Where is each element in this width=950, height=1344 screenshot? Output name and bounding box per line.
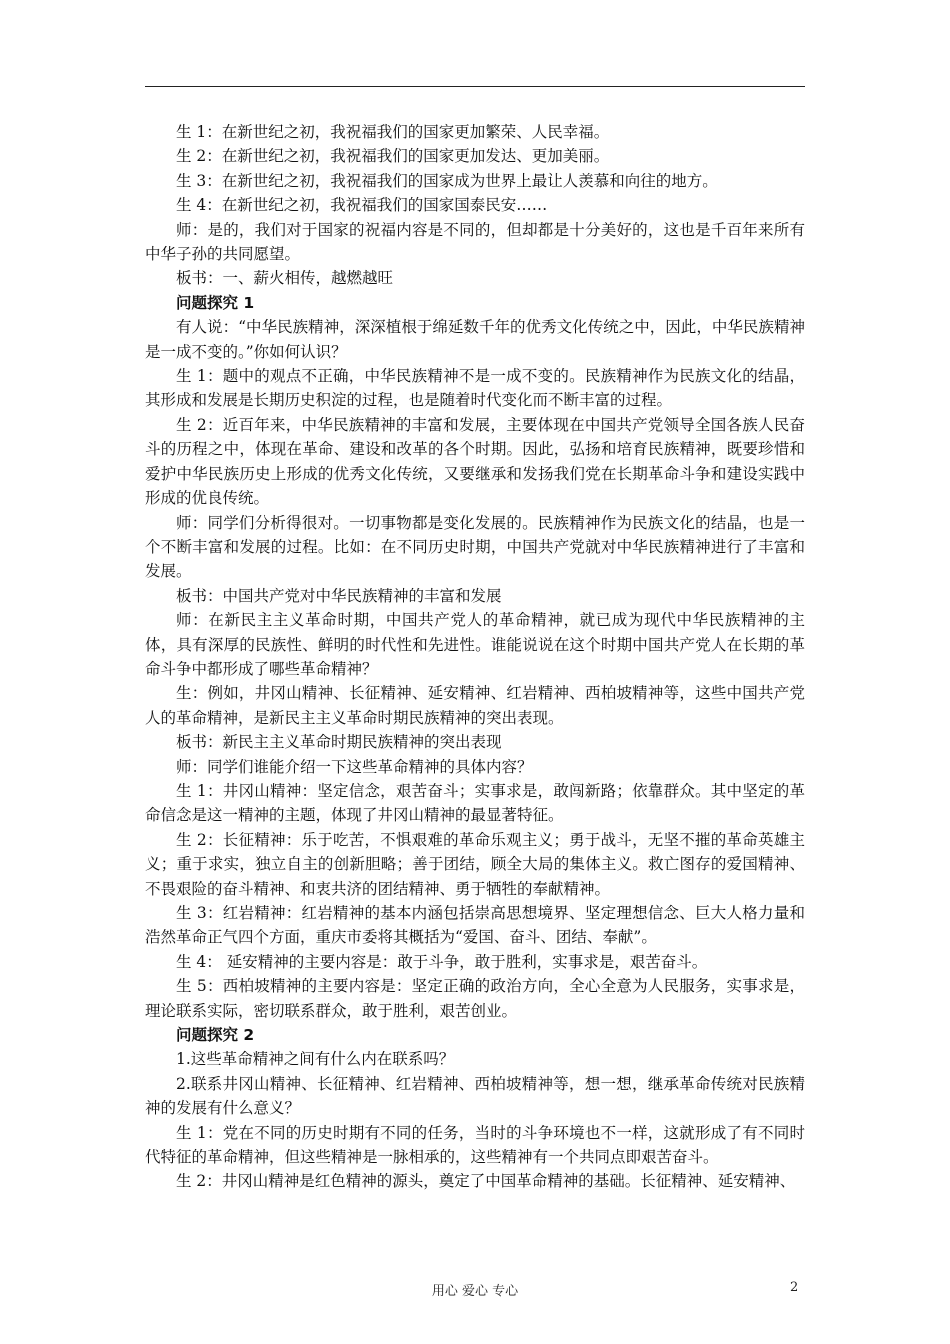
paragraph: 师：在新民主主义革命时期，中国共产党人的革命精神，就已成为现代中华民族精神的主体，具有深厚的民族性、鲜明的时代性和先进性。谁能说说在这个时期中国共产党人在长期的革命斗争中都形成了哪些革命精神？: [145, 611, 805, 678]
paragraph: 生 2：近百年来，中华民族精神的丰富和发展，主要体现在中国共产党领导全国各族人民奋斗的历程之中，体现在革命、建设和改革的各个时期。因此，弘扬和培育民族精神，既要珍惜和爱护中华民族历史上形成的优秀文化传统，又要继承和发扬我们党在长期革命斗争和建设实践中形成的优良传统。: [145, 415, 805, 508]
paragraph: 板书：一、薪火相传，越燃越旺: [176, 269, 394, 288]
paragraph: 有人说：“中华民族精神，深深植根于绵延数千年的优秀文化传统之中，因此，中华民族精神是一成不变的。”你如何认识？: [145, 318, 805, 361]
paragraph: 生 1：题中的观点不正确，中华民族精神不是一成不变的。民族精神作为民族文化的结晶，其形成和发展是长期历史积淀的过程，也是随着时代变化而不断丰富的过程。: [145, 367, 805, 410]
paragraph: 师：同学们谁能介绍一下这些革命精神的具体内容？: [176, 757, 533, 776]
paragraph: 生 3：在新世纪之初，我祝福我们的国家成为世界上最让人羡慕和向往的地方。: [176, 171, 718, 190]
section-heading: 问题探究 2: [176, 1026, 255, 1045]
paragraph: 生 1：党在不同的历史时期有不同的任务，当时的斗争环境也不一样，这就形成了有不同时代特征的革命精神，但这些精神是一脉相承的，这些精神有一个共同点即艰苦奋斗。: [145, 1123, 805, 1167]
paragraph: 师：同学们分析得很对。一切事物都是变化发展的。民族精神作为民族文化的结晶，也是一个不断丰富和发展的过程。比如：在不同历史时期，中国共产党就对中华民族精神进行了丰富和发展。: [145, 513, 805, 581]
footer-text: 用心 爱心 专心: [431, 1284, 519, 1299]
paragraph: 生 1：在新世纪之初，我祝福我们的国家更加繁荣、人民幸福。: [176, 123, 610, 141]
paragraph: 板书：新民主主义革命时期民族精神的突出表现: [176, 733, 502, 752]
header-rule: [145, 86, 805, 87]
paragraph: 生 5：西柏坡精神的主要内容是：坚定正确的政治方向，全心全意为人民服务，实事求是，理论联系实际，密切联系群众，敢于胜利，艰苦创业。: [145, 977, 805, 1020]
section-heading: 问题探究 1: [176, 293, 255, 312]
paragraph: 1.这些革命精神之间有什么内在联系吗？: [176, 1050, 455, 1069]
paragraph: 生：例如，井冈山精神、长征精神、延安精神、红岩精神、西柏坡精神等，这些中国共产党人的革命精神，是新民主主义革命时期民族精神的突出表现。: [145, 684, 805, 727]
paragraph: 师：是的，我们对于国家的祝福内容是不同的，但却都是十分美好的，这也是千百年来所有中华子孙的共同愿望。: [145, 220, 805, 264]
paragraph: 生 2：长征精神：乐于吃苦，不惧艰难的革命乐观主义；勇于战斗，无坚不摧的革命英雄主义；重于求实，独立自主的创新胆略；善于团结，顾全大局的集体主义。救亡图存的爱国精神、不畏艰险的奋斗精神、和衷共济的团结精神、勇于牺牲的奉献精神。: [145, 830, 805, 898]
paragraph: 生 3：红岩精神：红岩精神的基本内涵包括崇高思想境界、坚定理想信念、巨大人格力量和浩然革命正气四个方面，重庆市委将其概括为“爱国、奋斗、团结、奉献”。: [145, 904, 805, 947]
paragraph: 生 4：在新世纪之初，我祝福我们的国家国泰民安……: [176, 196, 548, 215]
document-body: [145, 120, 805, 1194]
paragraph: 板书：中国共产党对中华民族精神的丰富和发展: [176, 586, 502, 605]
paragraph: 生 2：井冈山精神是红色精神的源头，奠定了中国革命精神的基础。长征精神、延安精神、: [176, 1172, 796, 1191]
paragraph: 生 1：井冈山精神：坚定信念，艰苦奋斗；实事求是，敢闯新路；依靠群众。其中坚定的革命信念是这一精神的主题，体现了井冈山精神的最显著特征。: [145, 781, 805, 825]
paragraph: 生 4： 延安精神的主要内容是：敢于斗争，敢于胜利，实事求是，艰苦奋斗。: [176, 952, 708, 971]
page-number: 2: [790, 1280, 799, 1295]
paragraph: 2.联系井冈山精神、长征精神、红岩精神、西柏坡精神等，想一想，继承革命传统对民族精神的发展有什么意义？: [145, 1074, 805, 1118]
paragraph: 生 2：在新世纪之初，我祝福我们的国家更加发达、更加美丽。: [176, 147, 610, 166]
